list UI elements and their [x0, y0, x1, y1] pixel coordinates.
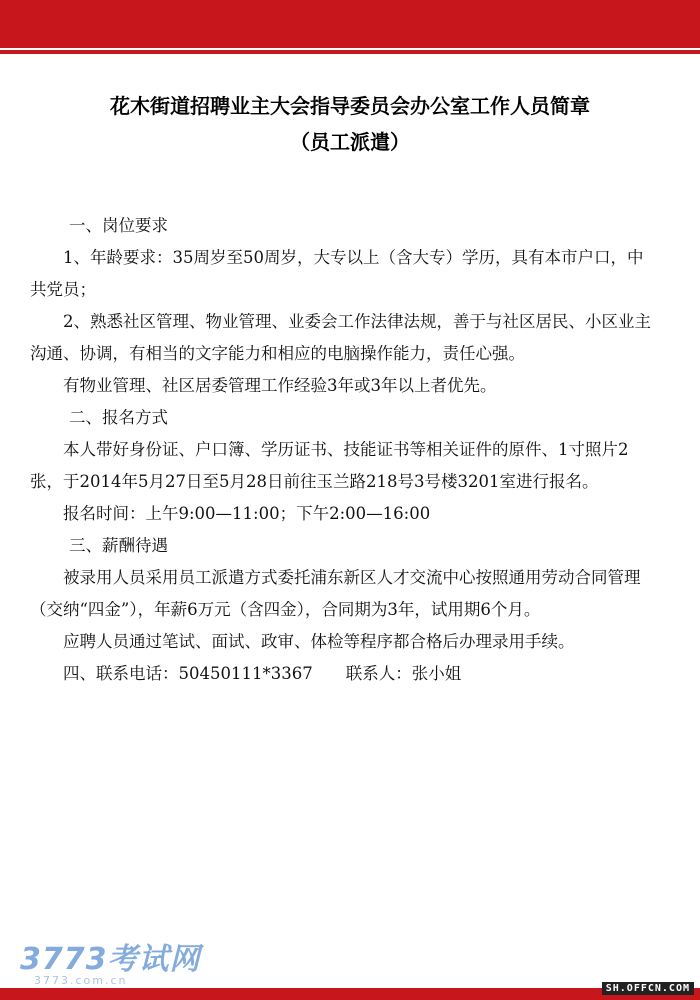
- document-body: [30, 200, 658, 690]
- paragraph-hiring-process: 应聘人员通过笔试、面试、政审、体检等程序都合格后办理录用手续。: [63, 632, 575, 651]
- paragraph-age-requirement: 1、年龄要求：35周岁至50周岁，大专以上（含大专）学历，具有本市户口，中共党员；: [30, 248, 644, 299]
- watermark-3773-logo: [20, 934, 201, 987]
- heading-compensation: 三、薪酬待遇: [69, 536, 168, 555]
- paragraph-skills-requirement: 2、熟悉社区管理、物业管理、业委会工作法律法规，善于与社区居民、小区业主沟通、协调，有相当的文字能力和相应的电脑操作能力，责任心强。: [30, 312, 651, 363]
- heading-job-requirements: 一、岗位要求: [69, 216, 168, 235]
- watermark-3773-text: 3773考试网: [20, 942, 201, 977]
- document-title: [0, 88, 700, 160]
- title-line-2: （员工派遣）: [290, 130, 410, 154]
- paragraph-application-time: 报名时间：上午9:00—11:00；下午2:00—16:00: [63, 504, 431, 523]
- paragraph-contact: 四、联系电话：50450111*3367 联系人：张小姐: [63, 664, 462, 683]
- paragraph-application-documents: 本人带好身份证、户口簿、学历证书、技能证书等相关证件的原件、1寸照片2张，于2014年5月27日至5月28日前往玉兰路218号3号楼3201室进行报名。: [30, 440, 629, 491]
- paragraph-experience-preferred: 有物业管理、社区居委管理工作经验3年或3年以上者优先。: [63, 376, 497, 395]
- bottom-red-bar: [0, 988, 700, 1000]
- watermark-offcn: SH.OFFCN.COM: [602, 982, 694, 995]
- watermark-3773-url: 3773.com.cn: [34, 974, 128, 987]
- title-line-1: 花木街道招聘业主大会指导委员会办公室工作人员简章: [110, 94, 590, 118]
- paragraph-salary: 被录用人员采用员工派遣方式委托浦东新区人才交流中心按照通用劳动合同管理（交纳“四金”），年薪6万元（含四金），合同期为3年，试用期6个月。: [30, 568, 641, 619]
- top-red-bar: [0, 0, 700, 54]
- top-bar-divider: [0, 48, 700, 50]
- heading-application-method: 二、报名方式: [69, 408, 168, 427]
